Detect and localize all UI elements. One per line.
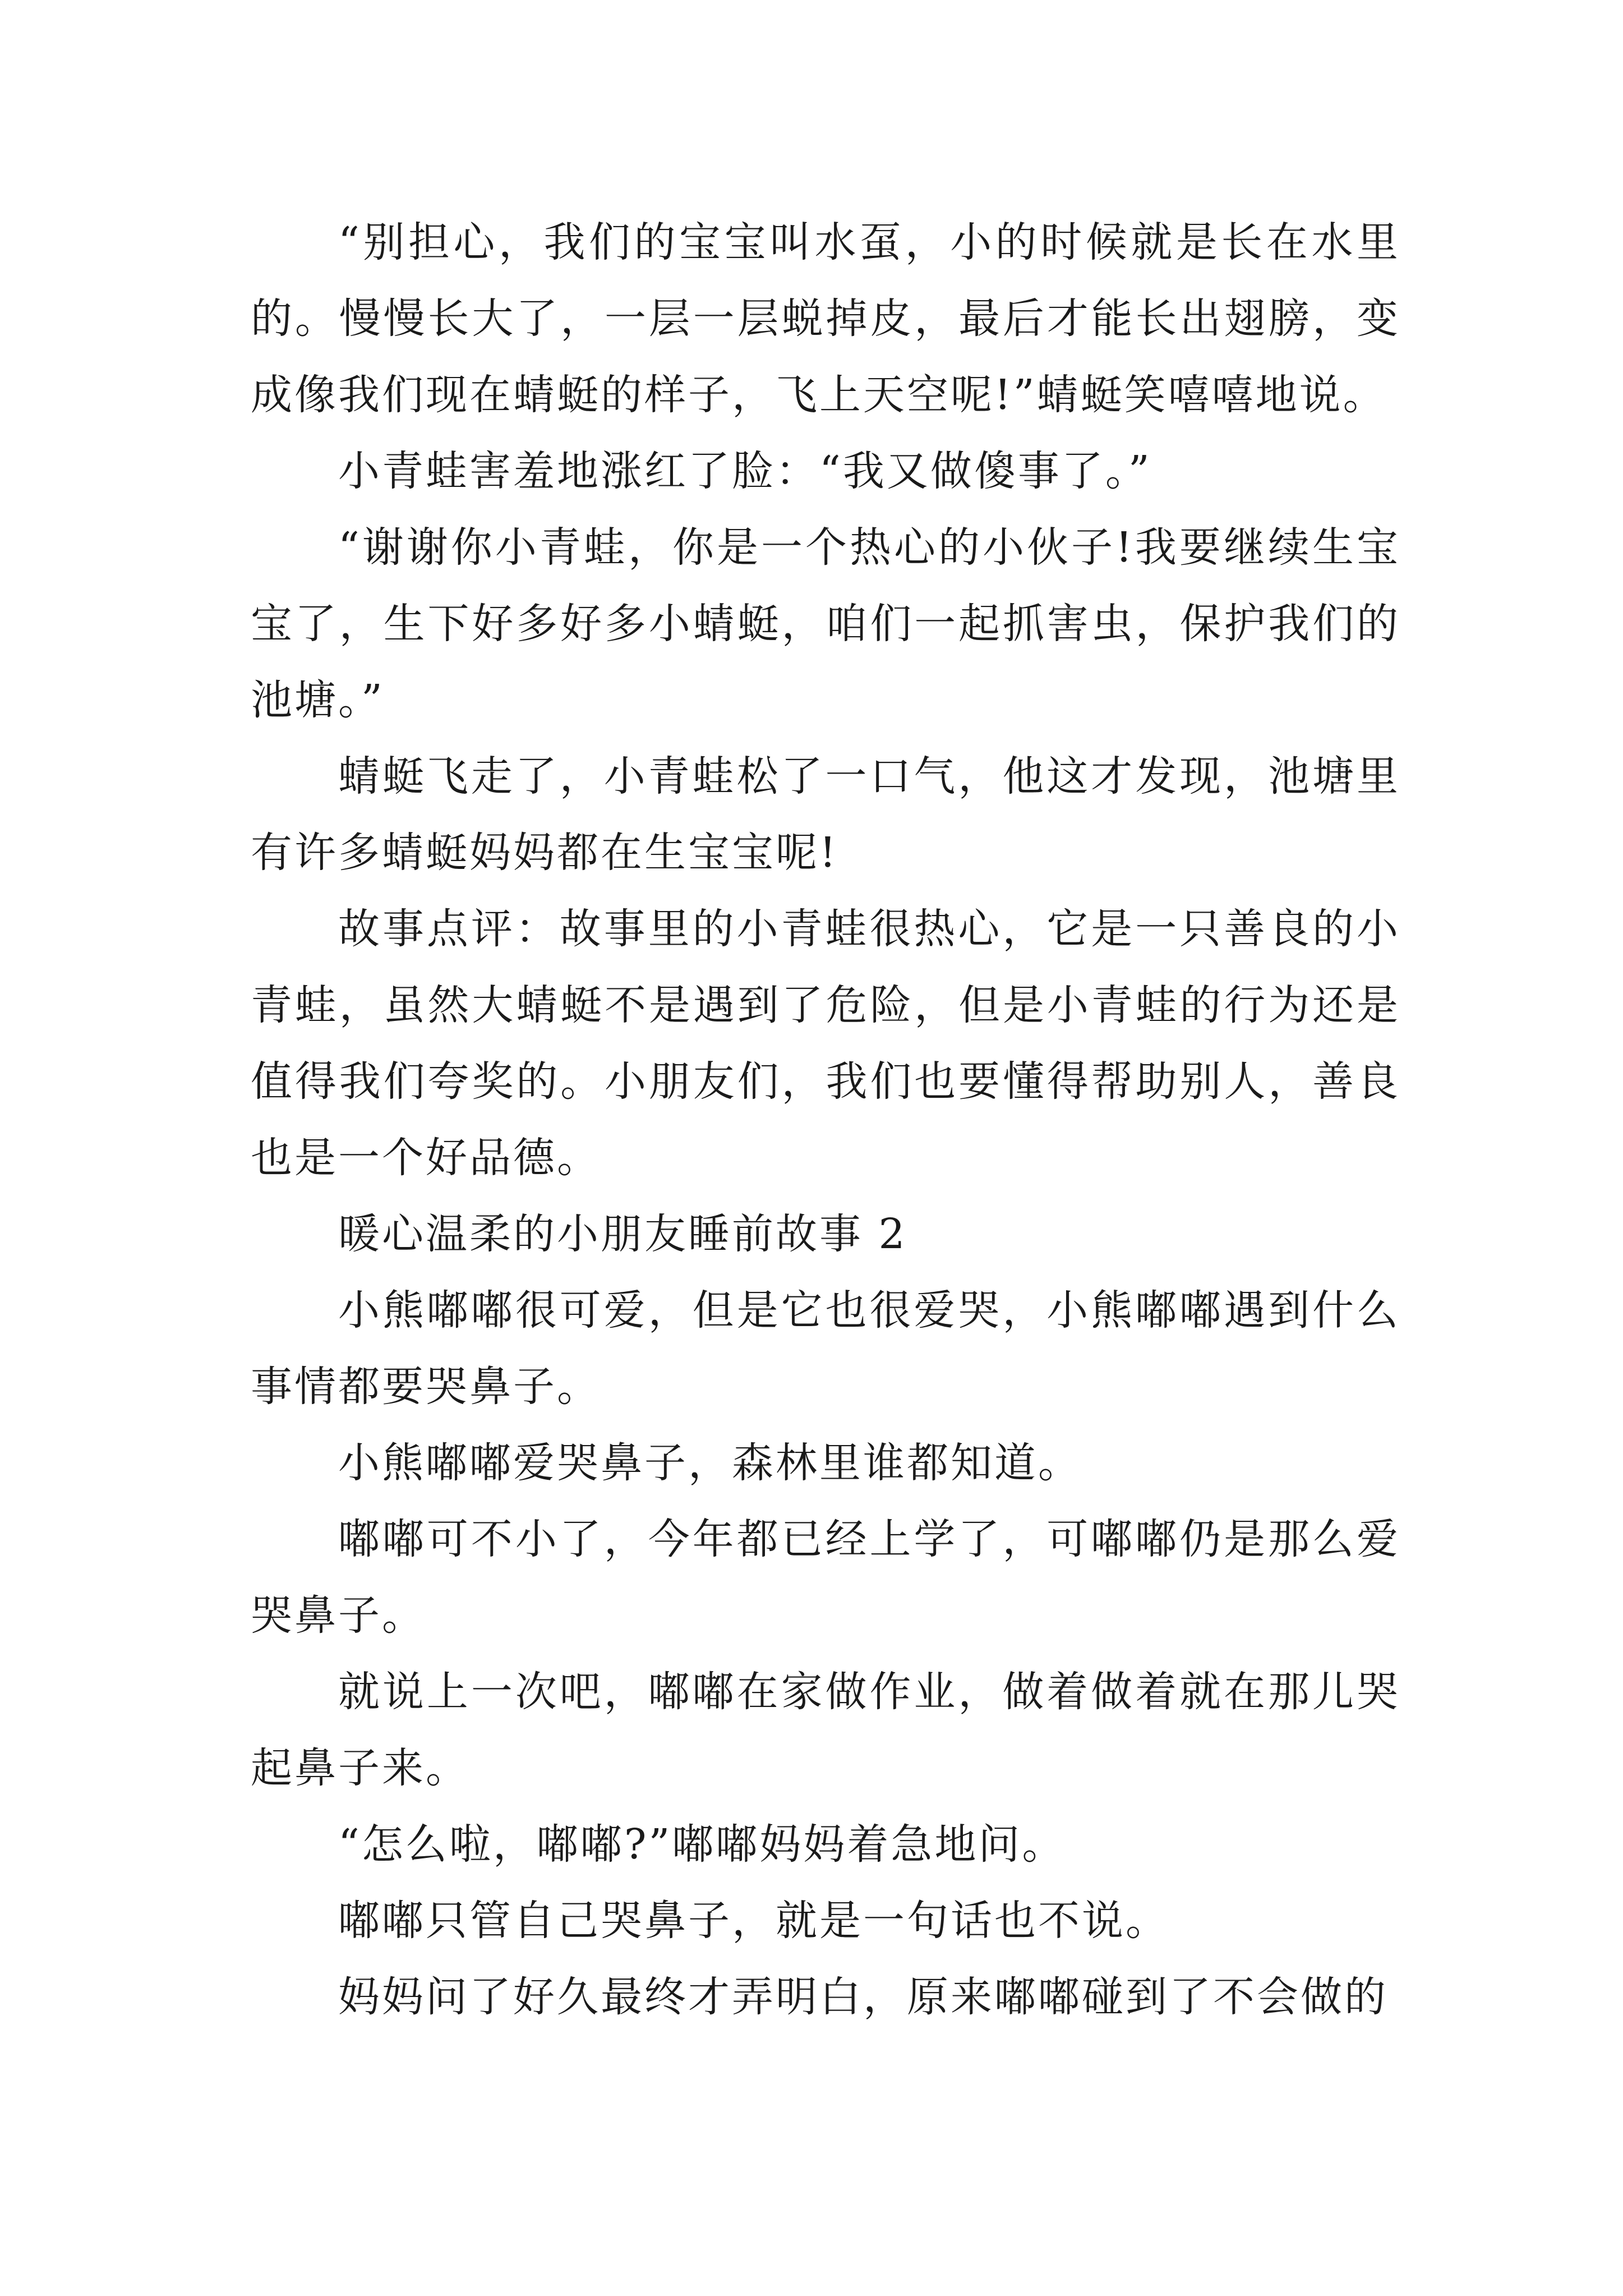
paragraph-7: 小熊嘟嘟很可爱，但是它也很爱哭，小熊嘟嘟遇到什么事情都要哭鼻子。 [251, 1286, 1400, 1411]
paragraph-12: 嘟嘟只管自己哭鼻子，就是一句话也不说。 [338, 1897, 1169, 1945]
paragraph-1: “别担心，我们的宝宝叫水虿，小的时候就是长在水里的。慢慢长大了，一层一层蜕掉皮，最后才能长出翅膀，变成像我们现在蜻蜓的样子，飞上天空呢!”蜻蜓笑嘻嘻地说。 [251, 218, 1400, 419]
document-body [251, 204, 1400, 2035]
paragraph-2: 小青蛙害羞地涨红了脸：“我又做傻事了。” [338, 447, 1152, 495]
section-heading: 暖心温柔的小朋友睡前故事 2 [338, 1210, 907, 1258]
paragraph-11: “怎么啦，嘟嘟?”嘟嘟妈妈着急地问。 [338, 1820, 1066, 1869]
paragraph-9: 嘟嘟可不小了，今年都已经上学了，可嘟嘟仍是那么爱哭鼻子。 [251, 1515, 1400, 1640]
paragraph-8: 小熊嘟嘟爱哭鼻子，森林里谁都知道。 [338, 1439, 1082, 1487]
paragraph-5: 故事点评：故事里的小青蛙很热心，它是一只善良的小青蛙，虽然大蜻蜓不是遇到了危险，但是小青蛙的行为还是值得我们夸奖的。小朋友们，我们也要懂得帮助别人，善良也是一个好品德。 [251, 905, 1400, 1182]
paragraph-4: 蜻蜓飞走了，小青蛙松了一口气，他这才发现，池塘里有许多蜻蜓妈妈都在生宝宝呢! [251, 752, 1400, 877]
paragraph-10: 就说上一次吧，嘟嘟在家做作业，做着做着就在那儿哭起鼻子来。 [251, 1668, 1400, 1792]
paragraph-13: 妈妈问了好久最终才弄明白，原来嘟嘟碰到了不会做的 [338, 1973, 1388, 2021]
paragraph-3: “谢谢你小青蛙，你是一个热心的小伙子!我要继续生宝宝了，生下好多好多小蜻蜓，咱们一起抓害虫，保护我们的池塘。” [251, 523, 1400, 724]
